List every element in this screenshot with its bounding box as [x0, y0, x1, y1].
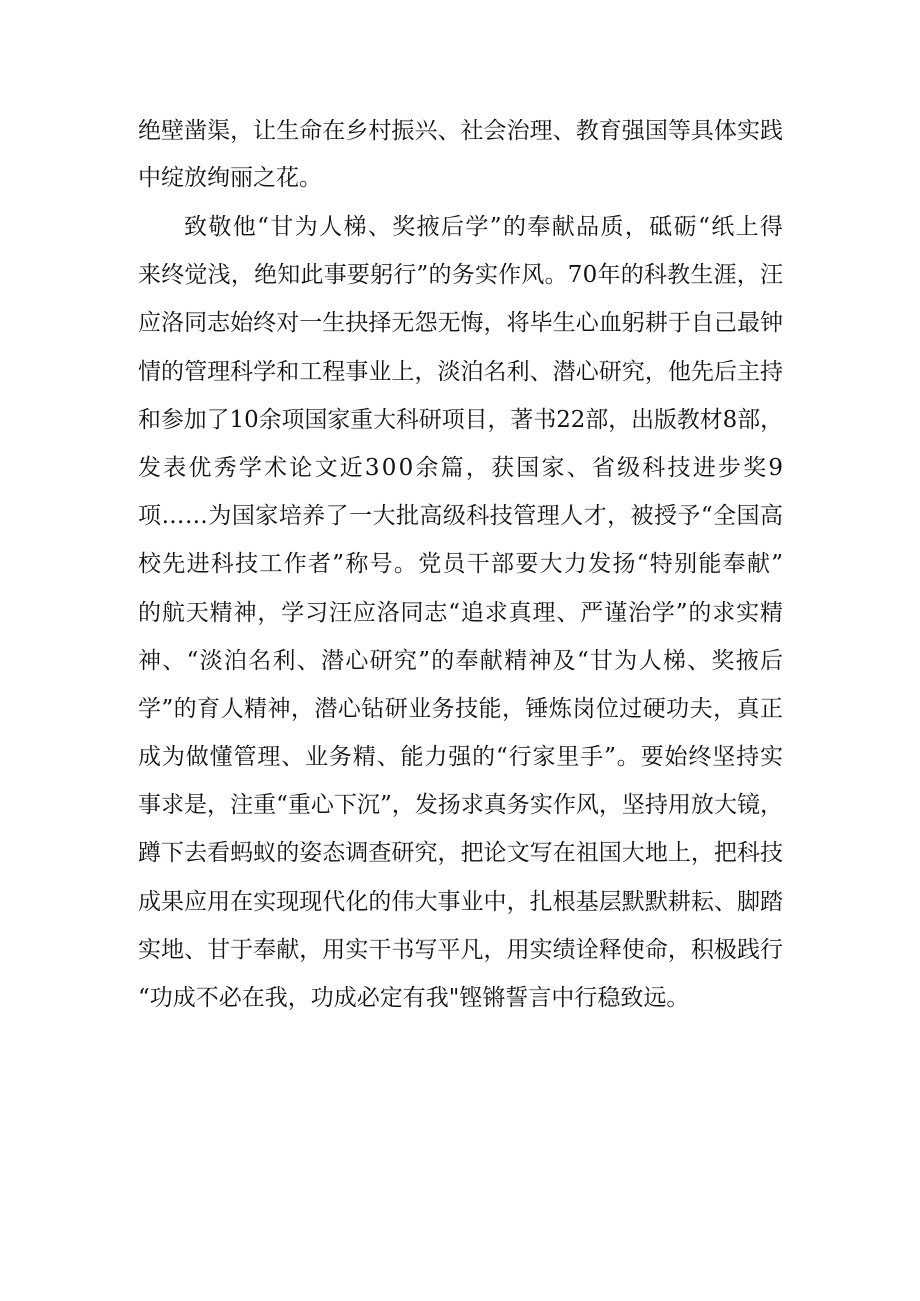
- paragraph-2-line-9: 的航天精神，学习汪应洛同志“追求真理、严谨治学”的求实精: [138, 600, 784, 626]
- paragraph-2-line-15: 成果应用在实现现代化的伟大事业中，扎根基层默默耕耘、脚踏: [138, 889, 784, 915]
- paragraph-2-line-16: 实地、甘于奉献，用实干书写平凡，用实绩诠释使命，积极践行: [138, 937, 784, 963]
- paragraph-2-line-4: 情的管理科学和工程事业上，淡泊名利、潜心研究，他先后主持: [138, 359, 784, 385]
- paragraph-2-line-14: 蹲下去看蚂蚁的姿态调查研究，把论文写在祖国大地上，把科技: [138, 840, 784, 866]
- paragraph-2-line-3: 应洛同志始终对一生抉择无怨无悔，将毕生心血躬耕于自己最钟: [138, 310, 784, 336]
- paragraph-2-line-8: 校先进科技工作者”称号。党员干部要大力发扬“特别能奉献”: [138, 551, 785, 577]
- paragraph-2-line-13: 事求是，注重“重心下沉”，发扬求真务实作风，坚持用放大镜，: [138, 792, 784, 818]
- paragraph-2-line-2: 来终觉浅，绝知此事要躬行”的务实作风。70年的科教生涯，汪: [138, 262, 784, 288]
- paragraph-2-line-12: 成为做懂管理、业务精、能力强的“行家里手”。要始终坚持实: [138, 744, 784, 770]
- paragraph-2-line-1: 致敬他“甘为人梯、奖掖后学”的奉献品质，砥砺“纸上得: [184, 214, 785, 240]
- paragraph-2-line-10: 神、“淡泊名利、潜心研究”的奉献精神及“甘为人梯、奖掖后: [138, 648, 785, 674]
- paragraph-2-line-7: 项……为国家培养了一大批高级科技管理人才，被授予“全国高: [138, 503, 784, 529]
- paragraph-2-line-17: “功成不必在我，功成必定有我"铿锵誓言中行稳致远。: [138, 985, 690, 1011]
- paragraph-2-line-6: 发表优秀学术论文近300余篇，获国家、省级科技进步奖9: [138, 455, 786, 481]
- paragraph-1-line-1: 绝壁凿渠，让生命在乡村振兴、社会治理、教育强国等具体实践: [138, 118, 784, 144]
- paragraph-1-line-2: 中绽放绚丽之花。: [138, 165, 322, 191]
- paragraph-2-line-11: 学”的育人精神，潜心钻研业务技能，锤炼岗位过硬功夫，真正: [138, 696, 784, 722]
- paragraph-2-line-5: 和参加了10余项国家重大科研项目，著书22部，出版教材8部，: [138, 407, 783, 433]
